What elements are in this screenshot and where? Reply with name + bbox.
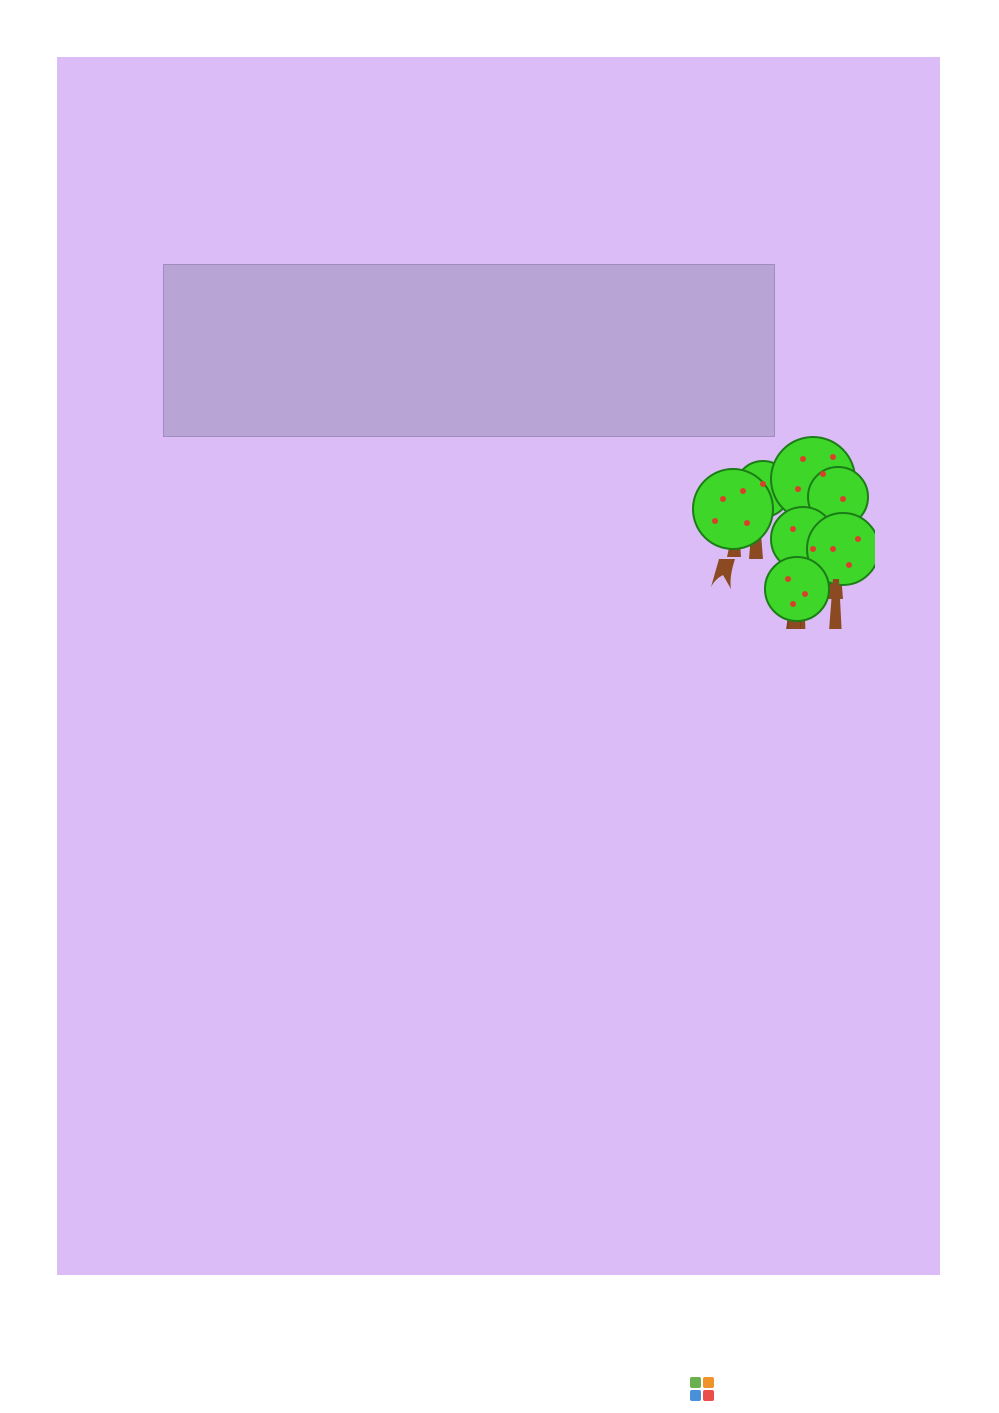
liveworksheets-logo[interactable] xyxy=(690,1372,717,1406)
grammar-rules-box xyxy=(163,264,775,437)
cake-border xyxy=(57,57,940,1275)
liveworksheets-logo-icon xyxy=(690,1377,714,1401)
worksheet-page xyxy=(57,57,940,1275)
apple-trees-icon xyxy=(653,429,875,629)
